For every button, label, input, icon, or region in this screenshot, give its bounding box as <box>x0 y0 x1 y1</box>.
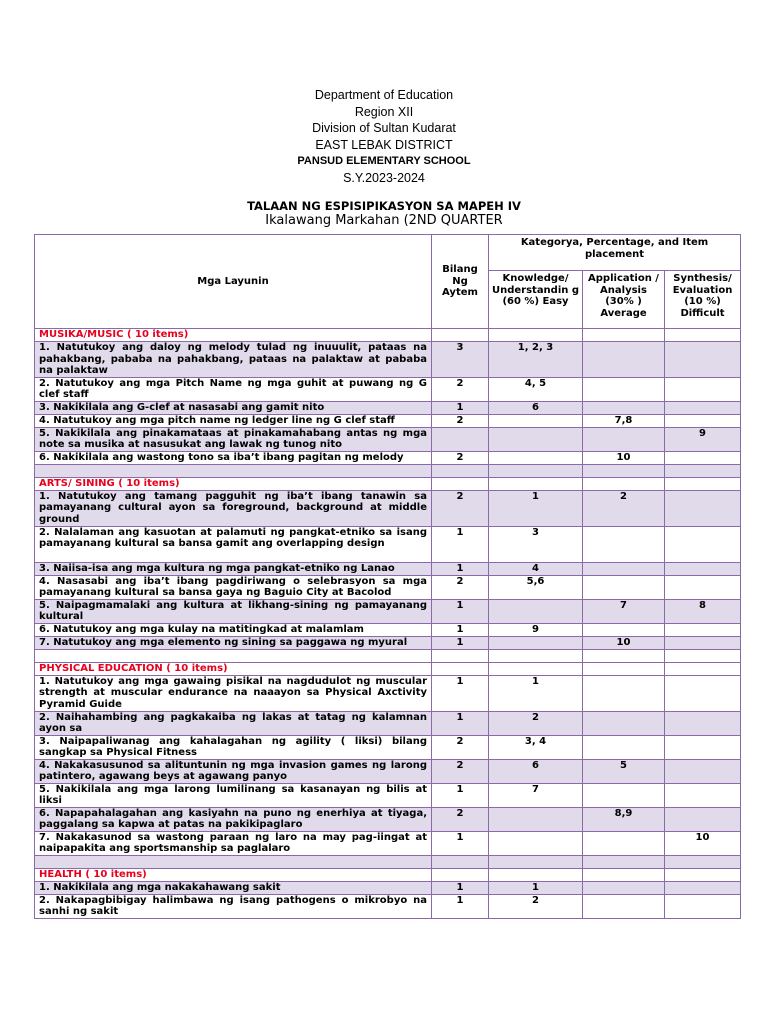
cell-synthesis <box>665 477 741 490</box>
table-row <box>35 807 741 831</box>
cell-synthesis <box>665 342 741 378</box>
cell-synthesis <box>665 414 741 427</box>
objective-text: 3. Nakikilala ang G-clef at nasasabi ang gamit nito <box>35 401 432 414</box>
cell-bilang: 3 <box>432 342 489 378</box>
cell-knowledge: 6 <box>489 401 583 414</box>
table-row <box>35 427 741 451</box>
table-row <box>35 735 741 759</box>
objective-text: 4. Nakakasusunod sa alituntunin ng mga invasion games ng larong patintero, agawang beys at agawang panyo <box>35 759 432 783</box>
cell-application: 2 <box>583 490 665 526</box>
cell-synthesis <box>665 783 741 807</box>
table-row <box>35 623 741 636</box>
cell-knowledge: 7 <box>489 783 583 807</box>
cell-bilang: 2 <box>432 377 489 401</box>
cell-application <box>583 868 665 881</box>
cell-synthesis <box>665 662 741 675</box>
table-row <box>35 451 741 464</box>
cell-application <box>583 526 665 562</box>
cell-knowledge: 3, 4 <box>489 735 583 759</box>
cell-synthesis <box>665 807 741 831</box>
cell-application <box>583 342 665 378</box>
blank-cell <box>35 649 432 662</box>
objective-text: 5. Nakikilala ang pinakamataas at pinakamahabang antas ng mga note sa musika at nasusukat ang lawak ng tunog nito <box>35 427 432 451</box>
table-row <box>35 342 741 378</box>
header-layunin: Mga Layunin <box>35 235 432 329</box>
section-row <box>35 662 741 675</box>
cell-knowledge <box>489 427 583 451</box>
objective-text: 1. Nakikilala ang mga nakakahawang sakit <box>35 881 432 894</box>
objective-text: 5. Nakikilala ang mga larong lumilinang sa kasanayan ng bilis at liksi <box>35 783 432 807</box>
cell-application: 10 <box>583 636 665 649</box>
cell-application: 5 <box>583 759 665 783</box>
blank-cell <box>665 464 741 477</box>
blank-cell <box>583 649 665 662</box>
blank-cell <box>35 855 432 868</box>
cell-application <box>583 377 665 401</box>
cell-knowledge: 1 <box>489 881 583 894</box>
section-row <box>35 477 741 490</box>
cell-synthesis: 8 <box>665 599 741 623</box>
header-line-region: Region XII <box>354 104 414 119</box>
table-row <box>35 759 741 783</box>
cell-synthesis <box>665 894 741 918</box>
blank-row <box>35 464 741 477</box>
cell-knowledge: 1 <box>489 675 583 711</box>
blank-row <box>35 649 741 662</box>
cell-application <box>583 575 665 599</box>
cell-bilang: 1 <box>432 599 489 623</box>
cell-knowledge: 3 <box>489 526 583 562</box>
cell-bilang: 1 <box>432 711 489 735</box>
table-row <box>35 575 741 599</box>
blank-cell <box>583 855 665 868</box>
cell-bilang <box>432 329 489 342</box>
table-row <box>35 783 741 807</box>
cell-knowledge: 9 <box>489 623 583 636</box>
table-header-row <box>35 235 741 271</box>
cell-application <box>583 401 665 414</box>
cell-synthesis <box>665 377 741 401</box>
cell-synthesis <box>665 868 741 881</box>
cell-knowledge <box>489 451 583 464</box>
cell-application <box>583 831 665 855</box>
cell-knowledge: 2 <box>489 711 583 735</box>
table-row <box>35 562 741 575</box>
cell-bilang: 2 <box>432 735 489 759</box>
table-row <box>35 401 741 414</box>
cell-synthesis <box>665 575 741 599</box>
cell-knowledge: 1, 2, 3 <box>489 342 583 378</box>
cell-synthesis <box>665 526 741 562</box>
header-knowledge: Knowledge/ Understandin g (60 %) Easy <box>489 271 583 329</box>
cell-synthesis <box>665 451 741 464</box>
cell-synthesis <box>665 623 741 636</box>
cell-knowledge: 5,6 <box>489 575 583 599</box>
table-row <box>35 636 741 649</box>
cell-bilang: 1 <box>432 401 489 414</box>
cell-synthesis <box>665 735 741 759</box>
cell-application <box>583 427 665 451</box>
objective-text: 1. Natutukoy ang daloy ng melody tulad ng inuuulit, pataas na pahakbang, pababa na pahakbang, pataas na palaktaw at pababa na palaktaw <box>35 342 432 378</box>
cell-knowledge: 1 <box>489 490 583 526</box>
cell-knowledge <box>489 414 583 427</box>
cell-bilang: 1 <box>432 623 489 636</box>
cell-bilang: 1 <box>432 831 489 855</box>
cell-application: 7,8 <box>583 414 665 427</box>
objective-text: 2. Nakapagbibigay halimbawa ng isang pathogens o mikrobyo na sanhi ng sakit <box>35 894 432 918</box>
table-row <box>35 881 741 894</box>
cell-application <box>583 894 665 918</box>
blank-cell <box>35 464 432 477</box>
cell-knowledge <box>489 329 583 342</box>
table-row <box>35 414 741 427</box>
cell-knowledge: 2 <box>489 894 583 918</box>
header-line-deped: Department of Education <box>314 88 454 102</box>
header-bilang: Bilang Ng Aytem <box>432 235 489 329</box>
header-line-district: EAST LEBAK DISTRICT <box>315 137 453 152</box>
cell-synthesis <box>665 881 741 894</box>
cell-knowledge <box>489 599 583 623</box>
cell-knowledge: 6 <box>489 759 583 783</box>
header-application: Application / Analysis (30% ) Average <box>583 271 665 329</box>
cell-bilang: 2 <box>432 759 489 783</box>
table-row <box>35 831 741 855</box>
document-header <box>0 87 768 186</box>
cell-synthesis <box>665 711 741 735</box>
blank-cell <box>489 855 583 868</box>
cell-application <box>583 623 665 636</box>
objective-text: 1. Natutukoy ang tamang pagguhit ng iba’t ibang tanawin sa pamayanang cultural ayon sa foreground, background at middle ground <box>35 490 432 526</box>
cell-synthesis <box>665 490 741 526</box>
cell-application <box>583 783 665 807</box>
blank-cell <box>489 464 583 477</box>
objective-text: 6. Nakikilala ang wastong tono sa iba’t ibang pagitan ng melody <box>35 451 432 464</box>
cell-synthesis <box>665 562 741 575</box>
blank-cell <box>665 649 741 662</box>
cell-knowledge: 4, 5 <box>489 377 583 401</box>
table-row <box>35 711 741 735</box>
cell-bilang <box>432 868 489 881</box>
objective-text: 4. Natutukoy ang mga pitch name ng ledger line ng G clef staff <box>35 414 432 427</box>
table-row <box>35 490 741 526</box>
cell-knowledge <box>489 477 583 490</box>
cell-synthesis <box>665 329 741 342</box>
table-row <box>35 526 741 562</box>
cell-synthesis <box>665 636 741 649</box>
section-title: MUSIKA/MUSIC ( 10 items) <box>35 329 432 342</box>
cell-bilang: 1 <box>432 783 489 807</box>
cell-bilang: 1 <box>432 526 489 562</box>
cell-bilang: 1 <box>432 562 489 575</box>
cell-application <box>583 562 665 575</box>
blank-cell <box>432 855 489 868</box>
cell-application <box>583 662 665 675</box>
table-row <box>35 599 741 623</box>
cell-synthesis <box>665 401 741 414</box>
header-kategorya: Kategorya, Percentage, and Item placement <box>489 235 741 271</box>
cell-application <box>583 735 665 759</box>
section-title: PHYSICAL EDUCATION ( 10 items) <box>35 662 432 675</box>
cell-bilang <box>432 427 489 451</box>
cell-synthesis <box>665 675 741 711</box>
cell-application <box>583 711 665 735</box>
objective-text: 6. Natutukoy ang mga kulay na matitingkad at malamlam <box>35 623 432 636</box>
header-school-year: S.Y.2023-2024 <box>343 170 425 185</box>
section-title: HEALTH ( 10 items) <box>35 868 432 881</box>
objective-text: 2. Natutukoy ang mga Pitch Name ng mga guhit at puwang ng G clef staff <box>35 377 432 401</box>
cell-application <box>583 881 665 894</box>
cell-application: 10 <box>583 451 665 464</box>
objective-text: 2. Naihahambing ang pagkakaiba ng lakas at tatag ng kalamnan ayon sa <box>35 711 432 735</box>
cell-bilang: 2 <box>432 807 489 831</box>
blank-cell <box>489 649 583 662</box>
objective-text: 2. Nalalaman ang kasuotan at palamuti ng pangkat-etniko sa isang pamayanang kultural sa bansa gamit ang overlapping design <box>35 526 432 562</box>
cell-bilang <box>432 477 489 490</box>
header-synthesis: Synthesis/ Evaluation (10 %) Difficult <box>665 271 741 329</box>
cell-knowledge <box>489 868 583 881</box>
table-row <box>35 377 741 401</box>
table-row <box>35 675 741 711</box>
objective-text: 3. Naipapaliwanag ang kahalagahan ng agility ( liksi) bilang sangkap sa Physical Fitness <box>35 735 432 759</box>
blank-cell <box>432 464 489 477</box>
blank-cell <box>583 464 665 477</box>
objective-text: 5. Naipagmamalaki ang kultura at likhang-sining ng pamayanang kultural <box>35 599 432 623</box>
cell-bilang: 2 <box>432 490 489 526</box>
cell-knowledge <box>489 662 583 675</box>
cell-synthesis: 10 <box>665 831 741 855</box>
objective-text: 6. Napapahalagahan ang kasiyahn na puno ng enerhiya at tiyaga, paggalang sa kapwa at patas na pakikipaglaro <box>35 807 432 831</box>
specification-table <box>34 234 741 919</box>
objective-text: 7. Nakakasunod sa wastong paraan ng laro na may pag-iingat at naipapakita ang sportsmanship sa paglalaro <box>35 831 432 855</box>
objective-text: 3. Naiisa-isa ang mga kultura ng mga pangkat-etniko ng Lanao <box>35 562 432 575</box>
cell-bilang: 1 <box>432 881 489 894</box>
cell-bilang <box>432 662 489 675</box>
table-row <box>35 894 741 918</box>
cell-knowledge <box>489 636 583 649</box>
document-subtitle: Ikalawang Markahan (2ND QUARTER <box>265 213 503 228</box>
section-title: ARTS/ SINING ( 10 items) <box>35 477 432 490</box>
cell-application <box>583 329 665 342</box>
cell-application: 8,9 <box>583 807 665 831</box>
cell-knowledge <box>489 831 583 855</box>
cell-application <box>583 675 665 711</box>
cell-application <box>583 477 665 490</box>
section-row <box>35 329 741 342</box>
objective-text: 7. Natutukoy ang mga elemento ng sining sa paggawa ng myural <box>35 636 432 649</box>
cell-bilang: 2 <box>432 575 489 599</box>
cell-bilang: 1 <box>432 636 489 649</box>
cell-knowledge: 4 <box>489 562 583 575</box>
blank-row <box>35 855 741 868</box>
blank-cell <box>665 855 741 868</box>
cell-bilang: 1 <box>432 894 489 918</box>
cell-bilang: 2 <box>432 451 489 464</box>
cell-bilang: 2 <box>432 414 489 427</box>
header-school: PANSUD ELEMENTARY SCHOOL <box>297 155 471 167</box>
header-line-division: Division of Sultan Kudarat <box>312 121 456 135</box>
cell-knowledge <box>489 807 583 831</box>
section-row <box>35 868 741 881</box>
cell-bilang: 1 <box>432 675 489 711</box>
cell-application: 7 <box>583 599 665 623</box>
cell-synthesis: 9 <box>665 427 741 451</box>
document-title: TALAAN NG ESPISIPIKASYON SA MAPEH IV <box>247 199 521 213</box>
objective-text: 1. Natutukoy ang mga gawaing pisikal na nagdudulot ng muscular strength at muscular endurance na naaayon sa Physical Axctivity Pyramid Guide <box>35 675 432 711</box>
objective-text: 4. Nasasabi ang iba’t ibang pagdiriwang o selebrasyon sa mga pamayanang kultural sa bansa gaya ng Baguio City at Bacolod <box>35 575 432 599</box>
blank-cell <box>432 649 489 662</box>
cell-synthesis <box>665 759 741 783</box>
